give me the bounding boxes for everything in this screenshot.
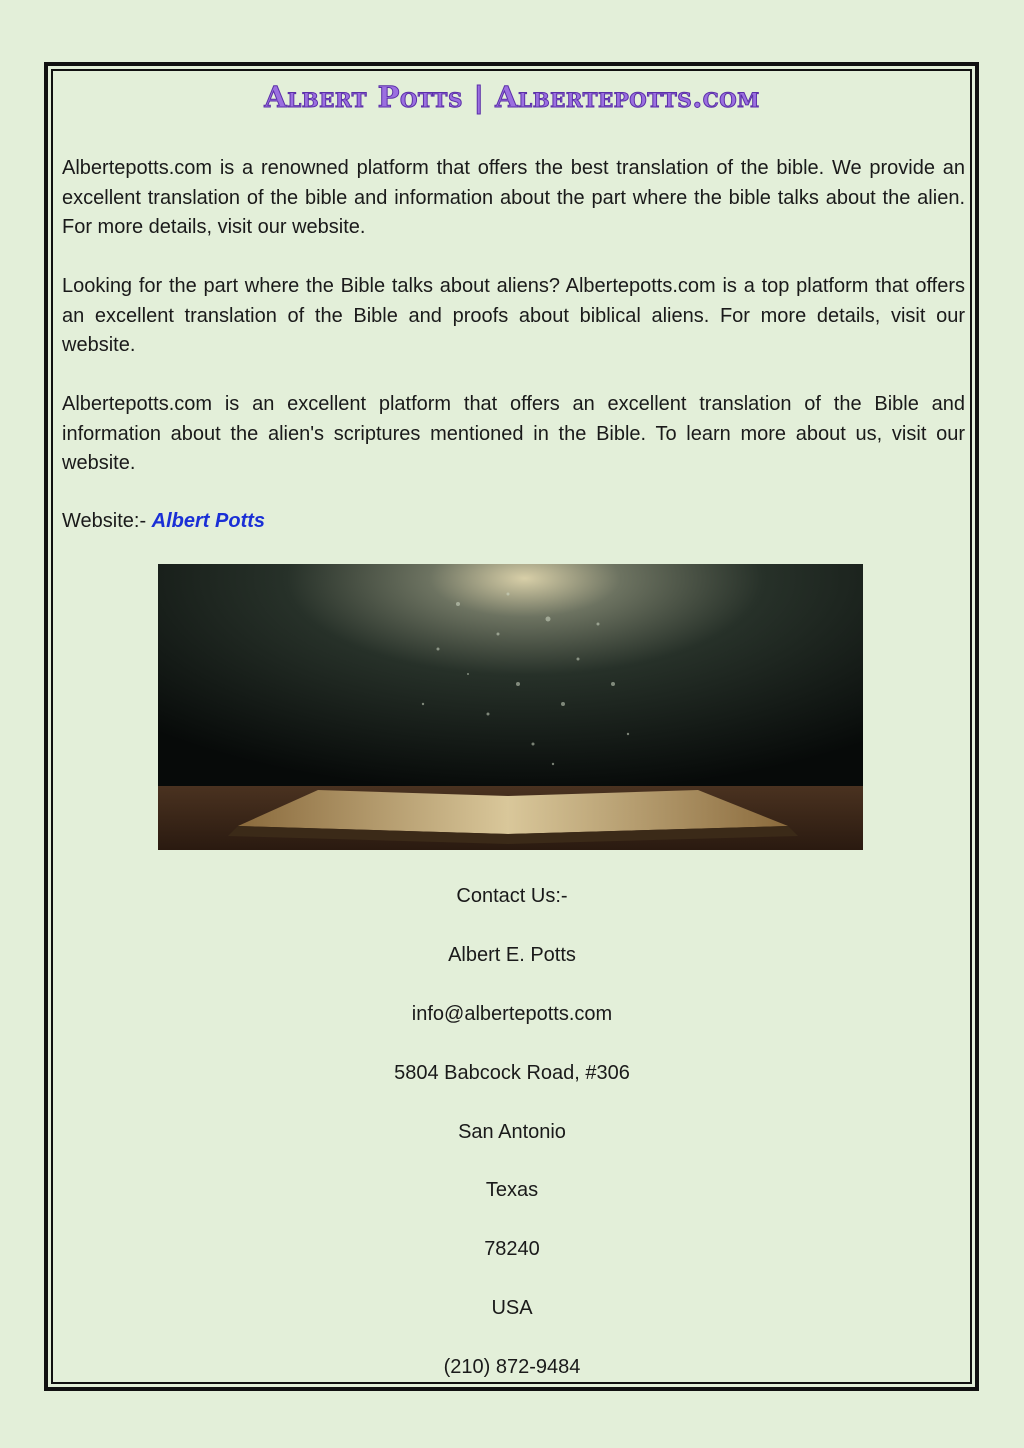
paragraph-aliens: Looking for the part where the Bible talks about aliens? Albertepotts.com is a top platform that offers an excellent translation of the Bible and proofs about biblical aliens. For more details, visit our website. [62,275,965,356]
website-link[interactable]: Albert Potts [151,510,266,532]
paragraph-intro: Albertepotts.com is a renowned platform that offers the best translation of the bible. We provide an excellent translation of the bible and information about the part where the bible talks about the alien. For more details, visit our website. [62,157,965,238]
contact-state: Texas [485,1179,539,1201]
contact-city: San Antonio [458,1121,566,1143]
contact-heading: Contact Us:- [456,885,568,907]
contact-street: 5804 Babcock Road, #306 [394,1062,630,1084]
open-bible-photo [158,564,863,850]
page-title: Albert Potts | Albertepotts.com [264,80,760,114]
paragraph-scriptures: Albertepotts.com is an excellent platform that offers an excellent translation of the Bible and information about the alien's scriptures mentioned in the Bible. To learn more about us, visit our website. [62,393,965,474]
website-label: Website:- [62,510,152,532]
contact-name: Albert E. Potts [448,944,576,966]
contact-country: USA [491,1297,533,1319]
contact-phone[interactable]: (210) 872-9484 [443,1356,581,1378]
website-line [62,507,265,537]
contact-email[interactable]: info@albertepotts.com [411,1003,613,1025]
contact-zip: 78240 [484,1238,540,1260]
